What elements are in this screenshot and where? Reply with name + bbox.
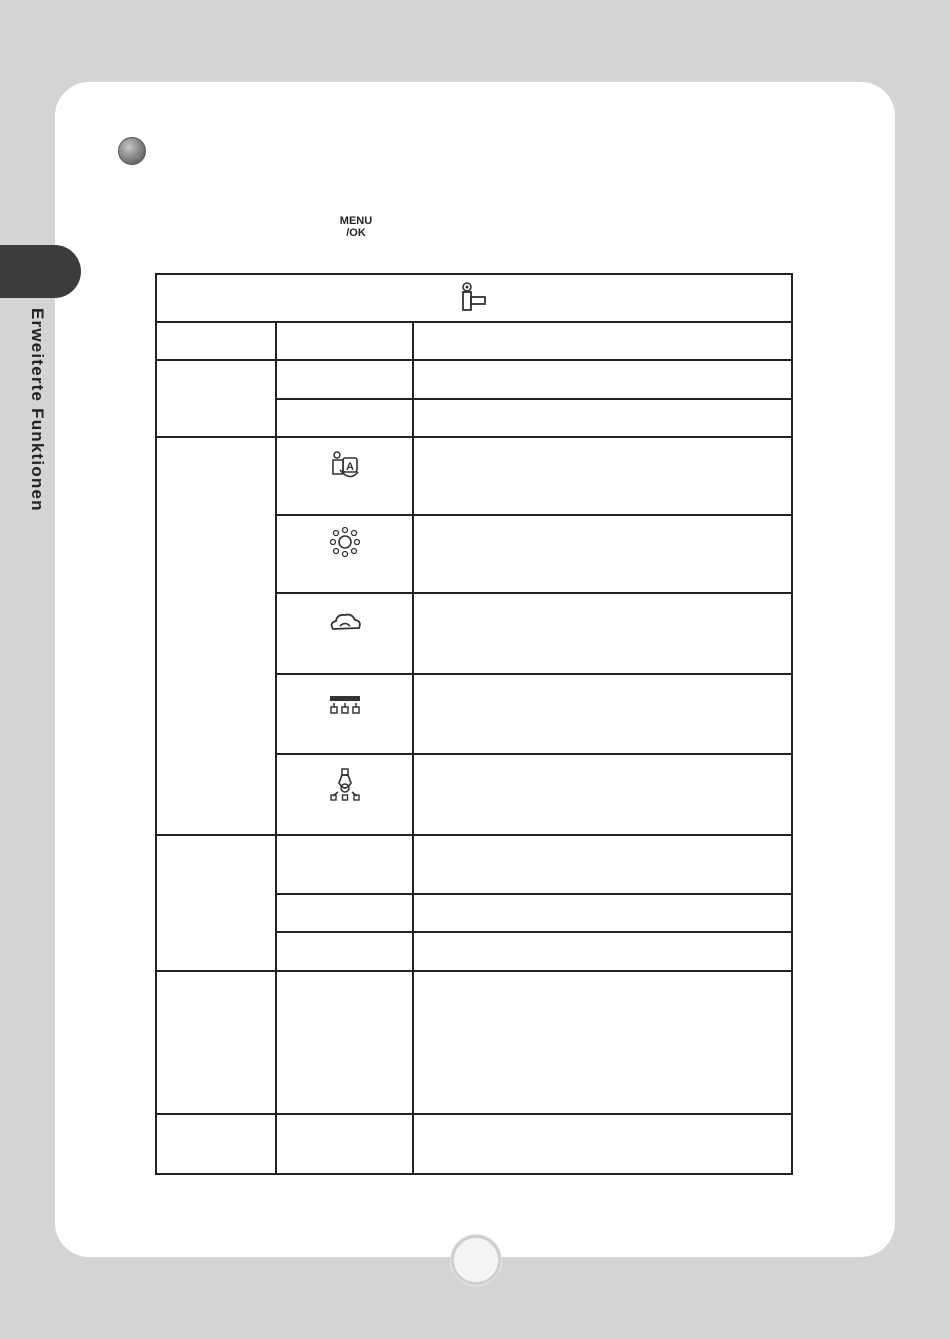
table-header	[156, 274, 792, 322]
page-number-badge	[451, 1235, 501, 1285]
table-row	[156, 835, 792, 894]
svg-text:A: A	[345, 461, 354, 473]
table-row	[156, 360, 792, 399]
table-row	[156, 437, 792, 515]
cloudy-wb-icon	[328, 621, 362, 637]
side-section-label: Erweiterte Funktionen	[28, 308, 47, 512]
section-bullet-icon	[118, 137, 146, 165]
settings-table	[155, 273, 793, 1175]
fluorescent-wb-icon	[328, 702, 362, 718]
side-tab	[0, 245, 81, 298]
menu-key-line2: /OK	[346, 227, 366, 239]
menu-key-line1: MENU	[339, 215, 373, 227]
table-row	[156, 1114, 792, 1174]
menu-ok-button-icon	[330, 215, 382, 239]
table-row	[156, 971, 792, 1114]
table-row	[156, 322, 792, 360]
tungsten-wb-icon	[329, 788, 361, 804]
auto-wb-icon	[328, 461, 362, 485]
daylight-wb-icon	[328, 545, 362, 561]
movie-mode-icon	[460, 299, 488, 315]
